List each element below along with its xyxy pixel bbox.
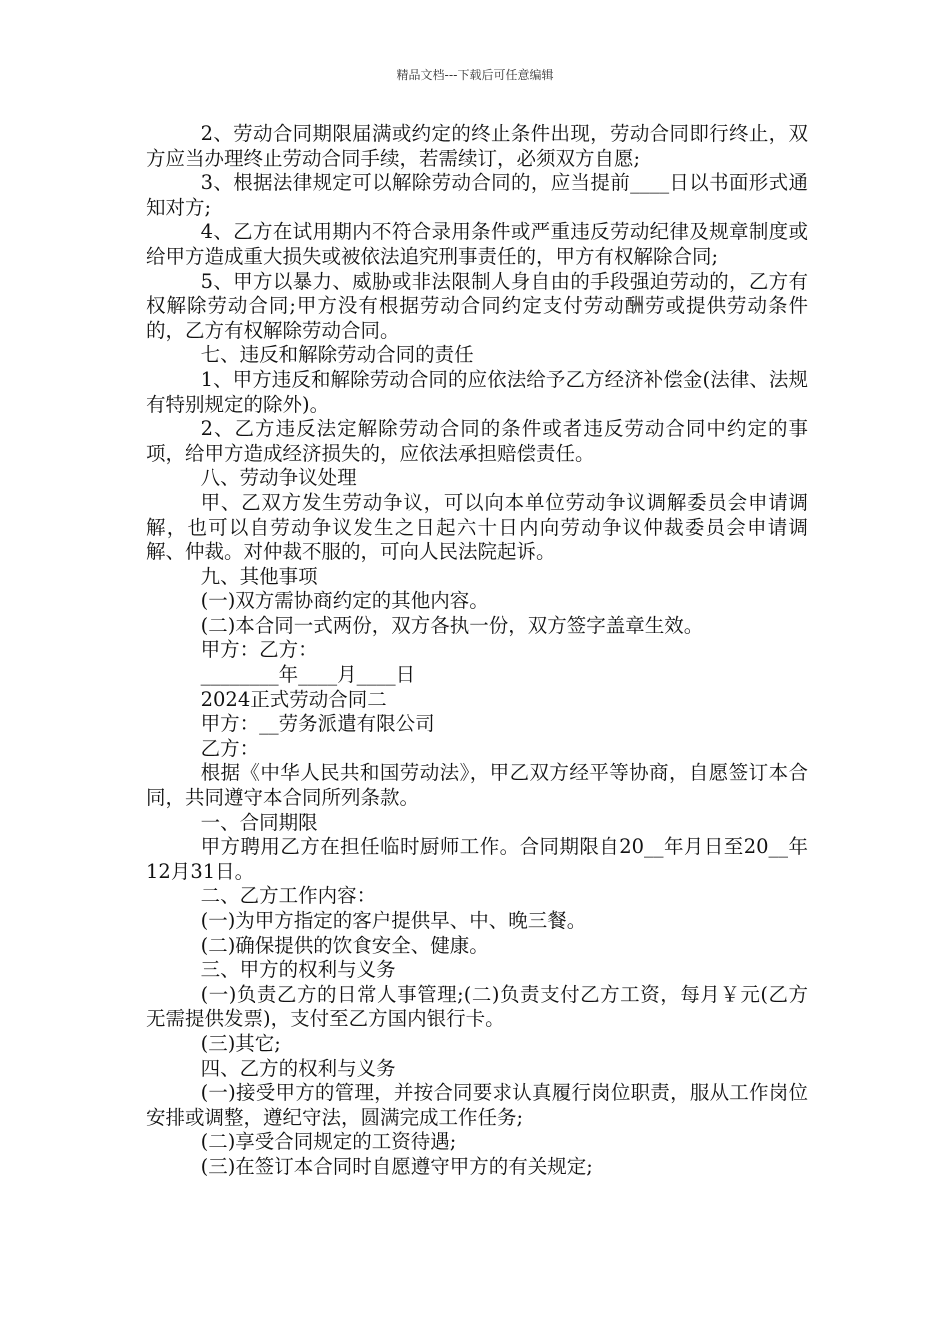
paragraph: (三)在签订本合同时自愿遵守甲方的有关规定; [200, 1154, 593, 1178]
paragraph: 3、根据法律规定可以解除劳动合同的，应当提前____日以书面形式通知对方; [146, 171, 808, 219]
paragraph: 八、劳动争议处理 [200, 466, 357, 490]
paragraph: 四、乙方的权利与义务 [200, 1056, 396, 1080]
paragraph: (一)负责乙方的日常人事管理;(二)负责支付乙方工资，每月￥元(乙方无需提供发票)，支付至乙方国内银行卡。 [146, 982, 808, 1031]
paragraph: 甲方：乙方： [200, 638, 318, 662]
paragraph: ________年____月____日 [200, 663, 416, 687]
paragraph: (一)为甲方指定的客户提供早、中、晚三餐。 [200, 909, 587, 932]
paragraph: (一)双方需协商约定的其他内容。 [200, 589, 489, 613]
paragraph: (二)确保提供的饮食安全、健康。 [200, 933, 489, 957]
paragraph: 2、乙方违反法定解除劳动合同的条件或者违反劳动合同中约定的事项，给甲方造成经济损失的，应依法承担赔偿责任。 [146, 417, 808, 465]
paragraph: 5、甲方以暴力、威胁或非法限制人身自由的手段强迫劳动的，乙方有权解除劳动合同;甲方没有根据劳动合同约定支付劳动酬劳或提供劳动条件的，乙方有权解除劳动合同。 [146, 269, 808, 342]
paragraph: 乙方： [200, 736, 260, 760]
paragraph: 2024正式劳动合同二 [200, 687, 387, 711]
page-header: 精品文档---下载后可任意编辑 [396, 68, 554, 82]
paragraph: 九、其他事项 [200, 564, 318, 588]
paragraph: (三)其它; [200, 1031, 281, 1055]
paragraph: (一)接受甲方的管理，并按合同要求认真履行岗位职责，服从工作岗位安排或调整，遵纪守法，圆满完成工作任务; [146, 1081, 808, 1129]
paragraph: 七、违反和解除劳动合同的责任 [200, 343, 474, 367]
paragraph: 一、合同期限 [200, 810, 318, 834]
paragraph: 甲方：__劳务派遣有限公司 [200, 712, 435, 736]
paragraph: 甲、乙双方发生劳动争议，可以向本单位劳动争议调解委员会申请调解，也可以自劳动争议发生之日起六十日内向劳动争议仲裁委员会申请调解、仲裁。对仲裁不服的，可向人民法院起诉。 [146, 490, 808, 564]
document-body [146, 122, 808, 1180]
paragraph: 1、甲方违反和解除劳动合同的应依法给予乙方经济补偿金(法律、法规有特别规定的除外)。 [146, 367, 808, 416]
paragraph: (二)本合同一式两份，双方各执一份，双方签字盖章生效。 [200, 613, 704, 637]
paragraph: 4、乙方在试用期内不符合录用条件或严重违反劳动纪律及规章制度或给甲方造成重大损失或被依法追究刑事责任的，甲方有权解除合同; [146, 220, 808, 268]
paragraph: 2、劳动合同期限届满或约定的终止条件出现，劳动合同即行终止，双方应当办理终止劳动合同手续，若需续订，必须双方自愿; [146, 122, 808, 170]
paragraph: 根据《中华人民共和国劳动法》，甲乙双方经平等协商，自愿签订本合同，共同遵守本合同所列条款。 [146, 761, 808, 810]
paragraph: 三、甲方的权利与义务 [200, 958, 396, 982]
paragraph: 甲方聘用乙方在担任临时厨师工作。合同期限自20__年月日至20__年12月31日。 [146, 835, 808, 883]
paragraph: 二、乙方工作内容： [200, 884, 377, 908]
paragraph: (二)享受合同规定的工资待遇; [200, 1130, 457, 1154]
